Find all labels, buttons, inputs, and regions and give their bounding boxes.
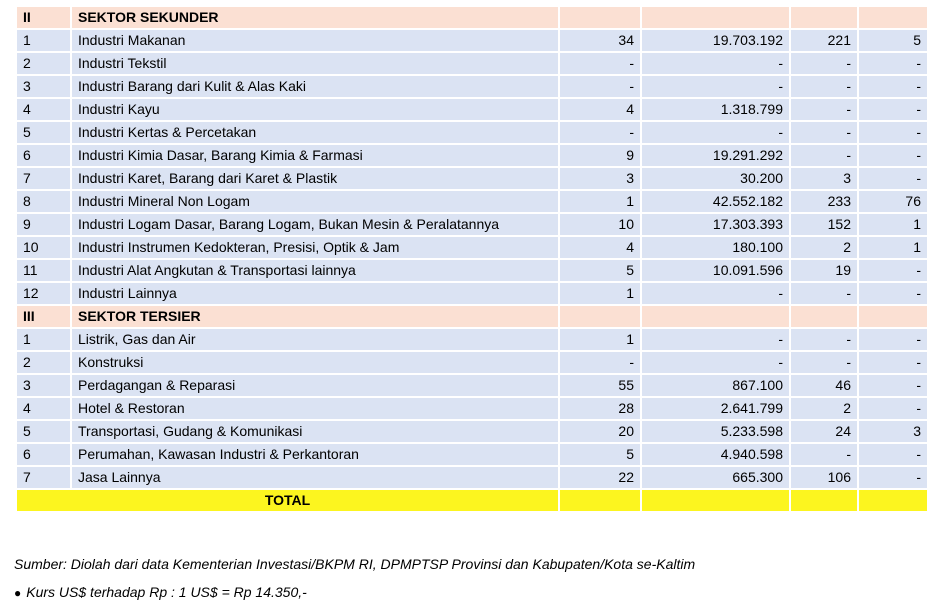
value-cell-3: 233 <box>791 191 857 212</box>
investment-table <box>15 5 929 513</box>
value-cell-3: 3 <box>791 168 857 189</box>
row-number: 2 <box>17 352 70 373</box>
value-cell-4: - <box>859 283 927 304</box>
value-cell-2: 5.233.598 <box>642 421 789 442</box>
sector-name: Industri Mineral Non Logam <box>72 191 558 212</box>
sector-name: Perumahan, Kawasan Industri & Perkantoran <box>72 444 558 465</box>
value-cell-1: - <box>560 352 640 373</box>
value-cell-4: - <box>859 168 927 189</box>
value-cell-1: 5 <box>560 260 640 281</box>
value-cell-4 <box>859 7 927 28</box>
value-cell-3: - <box>791 145 857 166</box>
sector-name: Industri Makanan <box>72 30 558 51</box>
section-header-row <box>17 7 927 28</box>
value-cell-4: 1 <box>859 237 927 258</box>
value-cell-4 <box>859 306 927 327</box>
value-cell-4: - <box>859 398 927 419</box>
row-number: 5 <box>17 122 70 143</box>
value-cell-3: 221 <box>791 30 857 51</box>
table-row <box>17 467 927 488</box>
sector-name: Konstruksi <box>72 352 558 373</box>
value-cell-4: - <box>859 260 927 281</box>
sector-name: Industri Kimia Dasar, Barang Kimia & Farmasi <box>72 145 558 166</box>
value-cell-4: - <box>859 53 927 74</box>
row-number: 12 <box>17 283 70 304</box>
table-row <box>17 145 927 166</box>
bullet-icon: ● <box>14 586 22 600</box>
value-cell-4: - <box>859 467 927 488</box>
value-cell-4: 1 <box>859 214 927 235</box>
table-row <box>17 421 927 442</box>
value-cell-1: - <box>560 76 640 97</box>
table-row <box>17 237 927 258</box>
value-cell-2: 1.318.799 <box>642 99 789 120</box>
total-value-2 <box>642 490 789 511</box>
value-cell-1: 10 <box>560 214 640 235</box>
source-note: Sumber: Diolah dari data Kementerian Investasi/BKPM RI, DPMPTSP Provinsi dan Kabupaten/Kota se-Kaltim <box>14 556 696 572</box>
value-cell-2: 4.940.598 <box>642 444 789 465</box>
value-cell-2: 19.703.192 <box>642 30 789 51</box>
value-cell-2: - <box>642 76 789 97</box>
value-cell-2: 2.641.799 <box>642 398 789 419</box>
sector-name: Jasa Lainnya <box>72 467 558 488</box>
table-row <box>17 214 927 235</box>
row-number: II <box>17 7 70 28</box>
value-cell-3: - <box>791 53 857 74</box>
table-row <box>17 329 927 350</box>
sector-name: Industri Barang dari Kulit & Alas Kaki <box>72 76 558 97</box>
sector-name: Industri Karet, Barang dari Karet & Plastik <box>72 168 558 189</box>
sector-name: Industri Kertas & Percetakan <box>72 122 558 143</box>
value-cell-1: 1 <box>560 329 640 350</box>
row-number: 5 <box>17 421 70 442</box>
value-cell-2: 19.291.292 <box>642 145 789 166</box>
value-cell-4: - <box>859 122 927 143</box>
row-number: 10 <box>17 237 70 258</box>
value-cell-1: - <box>560 122 640 143</box>
value-cell-2: 42.552.182 <box>642 191 789 212</box>
table-row <box>17 168 927 189</box>
value-cell-1: 9 <box>560 145 640 166</box>
value-cell-3: 106 <box>791 467 857 488</box>
row-number: 9 <box>17 214 70 235</box>
value-cell-2: 180.100 <box>642 237 789 258</box>
row-number: 8 <box>17 191 70 212</box>
value-cell-2: 17.303.393 <box>642 214 789 235</box>
row-number: 6 <box>17 145 70 166</box>
value-cell-2: - <box>642 352 789 373</box>
section-title: SEKTOR SEKUNDER <box>72 7 558 28</box>
sector-name: Industri Logam Dasar, Barang Logam, Bukan Mesin & Peralatannya <box>72 214 558 235</box>
sector-name: Listrik, Gas dan Air <box>72 329 558 350</box>
value-cell-1: 3 <box>560 168 640 189</box>
total-value-3 <box>791 490 857 511</box>
value-cell-3: - <box>791 329 857 350</box>
value-cell-1: 20 <box>560 421 640 442</box>
value-cell-3: - <box>791 99 857 120</box>
row-number: 6 <box>17 444 70 465</box>
value-cell-4: - <box>859 375 927 396</box>
sector-name: Hotel & Restoran <box>72 398 558 419</box>
row-number: 3 <box>17 76 70 97</box>
value-cell-3: - <box>791 352 857 373</box>
table-row <box>17 122 927 143</box>
table-row <box>17 191 927 212</box>
table-row <box>17 76 927 97</box>
value-cell-4: - <box>859 76 927 97</box>
value-cell-4: 76 <box>859 191 927 212</box>
row-number: 7 <box>17 467 70 488</box>
row-number: 11 <box>17 260 70 281</box>
value-cell-2: - <box>642 53 789 74</box>
value-cell-4: - <box>859 99 927 120</box>
row-number: 1 <box>17 329 70 350</box>
total-value-1 <box>560 490 640 511</box>
value-cell-1: - <box>560 53 640 74</box>
sector-name: Transportasi, Gudang & Komunikasi <box>72 421 558 442</box>
value-cell-1: 28 <box>560 398 640 419</box>
value-cell-4: - <box>859 329 927 350</box>
sector-name: Industri Tekstil <box>72 53 558 74</box>
table-body <box>17 7 927 511</box>
value-cell-1: 34 <box>560 30 640 51</box>
total-label: TOTAL <box>17 490 558 511</box>
table-row <box>17 99 927 120</box>
value-cell-3: - <box>791 444 857 465</box>
value-cell-4: - <box>859 145 927 166</box>
value-cell-1: 22 <box>560 467 640 488</box>
value-cell-4: 5 <box>859 30 927 51</box>
row-number: 1 <box>17 30 70 51</box>
value-cell-2: - <box>642 283 789 304</box>
value-cell-4: - <box>859 444 927 465</box>
table-row <box>17 283 927 304</box>
value-cell-2: 867.100 <box>642 375 789 396</box>
value-cell-1: 1 <box>560 283 640 304</box>
value-cell-3: 2 <box>791 398 857 419</box>
value-cell-1: 4 <box>560 99 640 120</box>
table-row <box>17 398 927 419</box>
value-cell-3: 24 <box>791 421 857 442</box>
row-number: 2 <box>17 53 70 74</box>
value-cell-1: 4 <box>560 237 640 258</box>
value-cell-2: - <box>642 122 789 143</box>
value-cell-1: 5 <box>560 444 640 465</box>
value-cell-1: 1 <box>560 191 640 212</box>
exchange-rate-text: Kurs US$ terhadap Rp : 1 US$ = Rp 14.350,- <box>26 584 307 600</box>
total-row <box>17 490 927 511</box>
value-cell-3: - <box>791 76 857 97</box>
table-row <box>17 260 927 281</box>
section-title: SEKTOR TERSIER <box>72 306 558 327</box>
value-cell-4: 3 <box>859 421 927 442</box>
sector-name: Perdagangan & Reparasi <box>72 375 558 396</box>
value-cell-1 <box>560 7 640 28</box>
exchange-rate-note <box>14 584 307 600</box>
total-value-4 <box>859 490 927 511</box>
value-cell-3: - <box>791 283 857 304</box>
row-number: 4 <box>17 99 70 120</box>
value-cell-2: 30.200 <box>642 168 789 189</box>
value-cell-1 <box>560 306 640 327</box>
sector-name: Industri Alat Angkutan & Transportasi lainnya <box>72 260 558 281</box>
value-cell-1: 55 <box>560 375 640 396</box>
value-cell-3: 19 <box>791 260 857 281</box>
value-cell-2 <box>642 306 789 327</box>
table-row <box>17 53 927 74</box>
sector-name: Industri Kayu <box>72 99 558 120</box>
value-cell-3: 46 <box>791 375 857 396</box>
value-cell-3: 152 <box>791 214 857 235</box>
sector-name: Industri Lainnya <box>72 283 558 304</box>
value-cell-2: 10.091.596 <box>642 260 789 281</box>
value-cell-3: 2 <box>791 237 857 258</box>
table-row <box>17 30 927 51</box>
table-row <box>17 375 927 396</box>
row-number: 4 <box>17 398 70 419</box>
table-row <box>17 444 927 465</box>
section-header-row <box>17 306 927 327</box>
value-cell-2: 665.300 <box>642 467 789 488</box>
value-cell-2 <box>642 7 789 28</box>
value-cell-4: - <box>859 352 927 373</box>
row-number: 7 <box>17 168 70 189</box>
value-cell-3: - <box>791 122 857 143</box>
value-cell-3 <box>791 7 857 28</box>
table-row <box>17 352 927 373</box>
row-number: 3 <box>17 375 70 396</box>
value-cell-2: - <box>642 329 789 350</box>
row-number: III <box>17 306 70 327</box>
sector-name: Industri Instrumen Kedokteran, Presisi, Optik & Jam <box>72 237 558 258</box>
value-cell-3 <box>791 306 857 327</box>
